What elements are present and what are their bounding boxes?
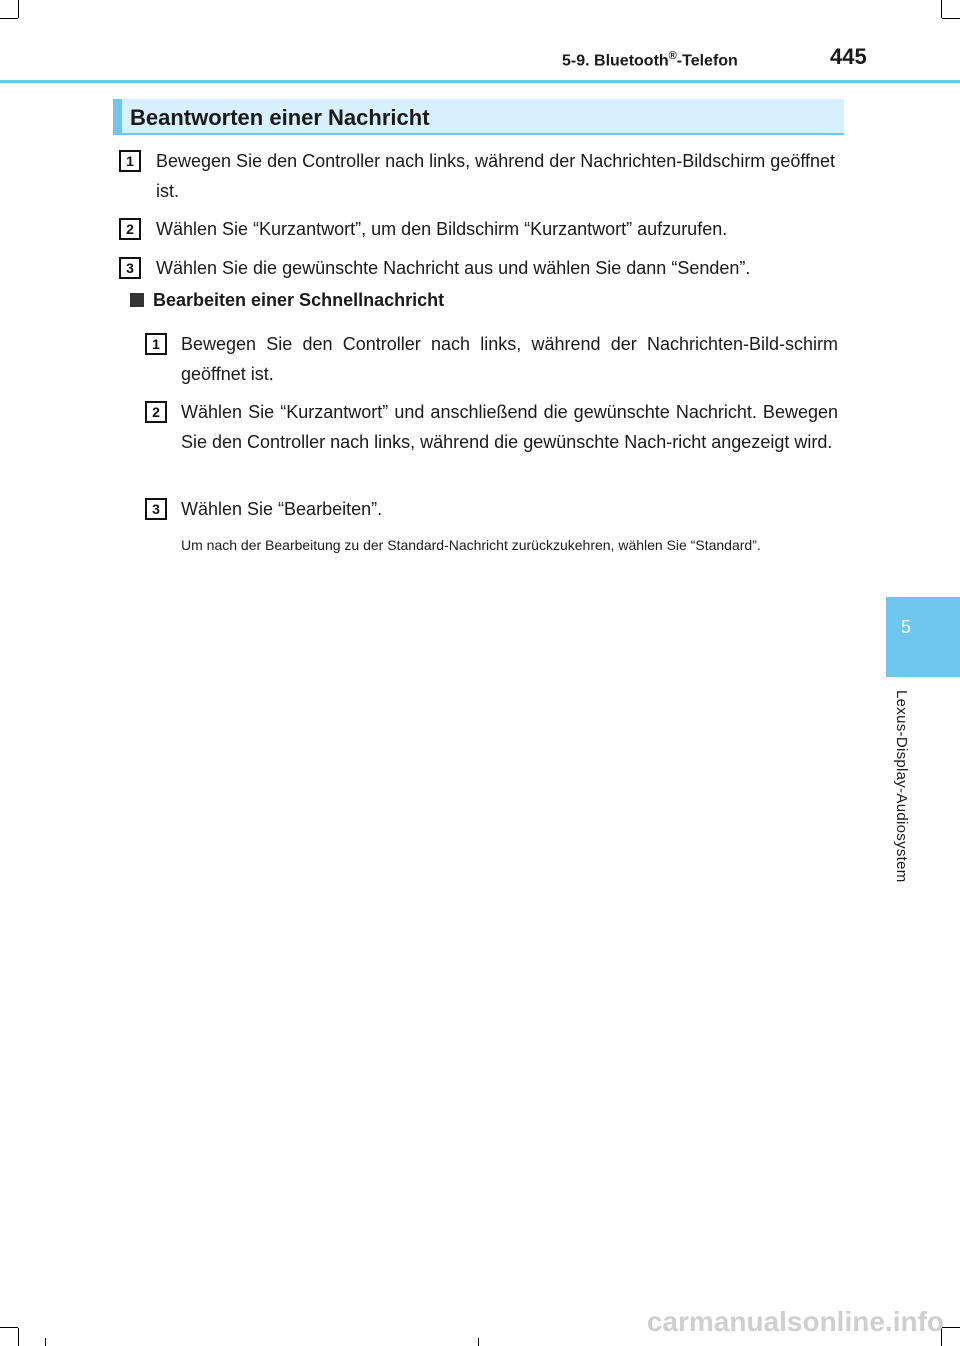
step-text: Bewegen Sie den Controller nach links, während der Nachrichten-Bild-schirm geöffnet ist. — [181, 334, 838, 384]
section-heading — [113, 99, 844, 135]
chapter-number: 5 — [900, 617, 911, 637]
step-text: Wählen Sie “Bearbeiten”. — [181, 499, 383, 519]
crop-mark — [0, 18, 18, 19]
step-text: Wählen Sie die gewünschte Nachricht aus und wählen Sie dann “Senden”. — [156, 258, 751, 278]
watermark: carmanualsonline.info — [646, 1306, 944, 1337]
section-heading-title: Beantworten einer Nachricht — [130, 105, 430, 130]
step-note: Um nach der Bearbeitung zu der Standard-Nachricht zurückzukehren, wählen Sie “Standard”. — [181, 537, 761, 553]
crop-mark — [942, 18, 960, 19]
step-text: Wählen Sie “Kurzantwort” und anschließend die gewünschte Nachricht. Bewegen Sie den Controller nach links, während die gewünschte Nach-richt angezeigt wird. — [181, 402, 838, 452]
step-text: Bewegen Sie den Controller nach links, während der Nachrichten-Bildschirm geöffnet ist. — [156, 151, 836, 201]
registered-mark: ® — [668, 50, 677, 62]
chapter-tab — [886, 597, 960, 677]
running-header — [562, 50, 738, 70]
crop-mark — [941, 0, 942, 18]
chapter-label: Lexus-Display-Audiosystem — [893, 690, 910, 883]
crop-mark — [18, 1328, 19, 1346]
step-number-badge: 2 — [119, 218, 141, 240]
crop-mark — [942, 1327, 960, 1328]
step-number-badge: 1 — [119, 150, 141, 172]
header-rule — [0, 80, 960, 83]
crop-mark — [18, 0, 19, 18]
crop-mark — [478, 1338, 479, 1346]
crop-mark — [0, 1327, 18, 1328]
section-heading-bar — [113, 99, 122, 133]
step-number-badge: 2 — [145, 401, 167, 423]
running-header-prefix: 5-9. Bluetooth — [562, 52, 669, 70]
crop-mark — [45, 1338, 46, 1346]
subsection-heading — [130, 290, 444, 311]
step-number-badge: 1 — [145, 333, 167, 355]
square-bullet-icon — [130, 293, 144, 307]
running-header-suffix: -Telefon — [676, 52, 738, 70]
step-text: Wählen Sie “Kurzantwort”, um den Bildschirm “Kurzantwort” aufzurufen. — [156, 219, 728, 239]
page-number: 445 — [830, 44, 867, 69]
step-number-badge: 3 — [119, 257, 141, 279]
step-number-badge: 3 — [145, 498, 167, 520]
subsection-heading-title: Bearbeiten einer Schnellnachricht — [153, 290, 445, 310]
